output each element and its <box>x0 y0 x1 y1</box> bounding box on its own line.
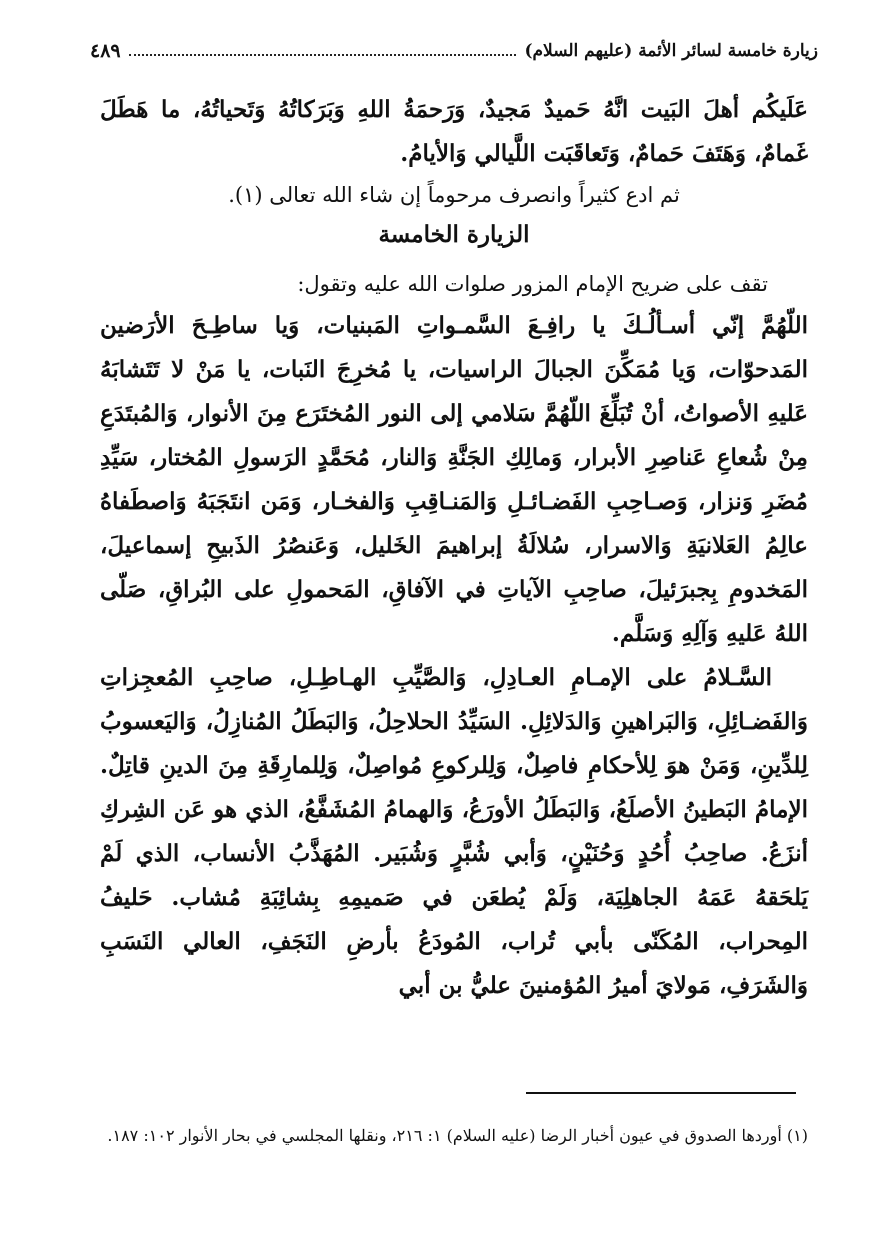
paragraph-instruction-farewell: ثم ادع كثيراً وانصرف مرحوماً إن شاء الله تعالى (١). <box>228 183 680 207</box>
main-text <box>100 88 808 1008</box>
leader-dots <box>129 54 517 56</box>
paragraph-closing-salutation: عَلَيكُم أهلَ البَيت انَّهُ حَميدٌ مَجيدٌ، وَرَحمَةُ اللهِ وَبَرَكاتُهُ وَتَحياتُهُ، ما هَطَلَ غَمامٌ، وَهَتَفَ حَمامٌ، وَتَعاقَبَت اللَّيالي وَالأيامُ. <box>100 96 808 167</box>
section-heading: الزيارة الخامسة <box>378 221 530 248</box>
paragraph-instruction: تقف على ضريح الإمام المزور صلوات الله عليه وتقول: <box>297 272 768 296</box>
footnote: (١) أوردها الصدوق في عيون أخبار الرضا (عليه السلام) ١: ٢١٦، ونقلها المجلسي في بحار الأنوار ١٠٢: ١٨٧. <box>107 1126 808 1145</box>
running-title: زيارة خامسة لسائر الأئمة (عليهم السلام) <box>524 41 818 61</box>
page-number: ٤٨٩ <box>90 40 121 62</box>
page-header <box>90 36 818 66</box>
paragraph-salutation-imam: السَّـلامُ على الإمـامِ العـادِلِ، وَالصَّيِّبِ الهـاطِـلِ، صاحِبِ المُعجِزاتِ وَالفَضـائِلِ، وَالبَراهينِ وَالدَلائِلِ. السَيِّدُ الحلاحِلُ، وَالبَطَلُ المُنازِلُ، وَاليَعسوبُ لِلدِّينِ، وَمَنْ هوَ لِلأحكامِ فاصِلٌ، وَلِلركوعِ مُواصِلٌ، وَلِلمارِقَةِ مِنَ الدينِ قاتِلٌ. الإمامُ البَطينُ الأصلَعُ، وَالبَطَلُ الأورَعُ، وَالهمامُ المُشَفَّعُ، الذي هو عَن الشِركِ أنزَعُ. صاحِبُ أُحُدٍ وَحُنَيْنٍ، وَأبي شُبَّرٍ وَشُبَير. المُهَذَّبُ الأنساب، الذي لَمْ يَلحَقهُ عَمَهُ الجاهلِيَة، وَلَمْ يُطعَن في صَميمِهِ بِشائِبَةِ مُشاب. حَليفُ المِحراب، المُكَنّى بأبي تُراب، المُودَعُ بأرضِ النَجَفِ، العالي النَسَبِ وَالشَرَفِ، مَولايَ أميرُ المُؤمنينَ عليُّ بن أبي <box>100 664 808 999</box>
paragraph-supplication: اللّهُمَّ إنّي أسـألُـكَ يا رافِـعَ السَّمـواتِ المَبنيات، وَيا ساطِـحَ الأرَضين المَدحوّات، وَيا مُمَكِّنَ الجبالَ الراسيات، يا مُخرِجَ النَبات، يا مَنْ لا تَتَشابَهُ عَليهِ الأصواتُ، أنْ تُبَلِّغَ اللّهُمَّ سَلامي إلى النور المُختَرَع مِنَ الأنوار، وَالمُبتَدَعِ مِنْ شُعاعِ عَناصِرِ الأبرار، وَمالِكِ الجَنَّةِ وَالنار، مُحَمَّدٍ الرَسولِ المُختار، سَيِّدِ مُضَرِ وَنزار، وَصـاحِبِ الفَضـائـلِ وَالمَنـاقِبِ وَالفخـار، وَمَن انتَجَبَهُ وَاصطَفاهُ عالِمُ العَلانيَةِ وَالاسرار، سُلالَةُ إبراهيمَ الخَليل، وَعَنصُرُ الذَبيحِ إسماعيلَ، المَخدومِ بِجبرَئيلَ، صاحِبِ الآياتِ في الآفاقِ، المَحمولِ على البُراقِ، صَلّى اللهُ عَليهِ وَآلِهِ وَسَلَّم. <box>100 312 808 647</box>
footnote-separator <box>526 1092 796 1094</box>
